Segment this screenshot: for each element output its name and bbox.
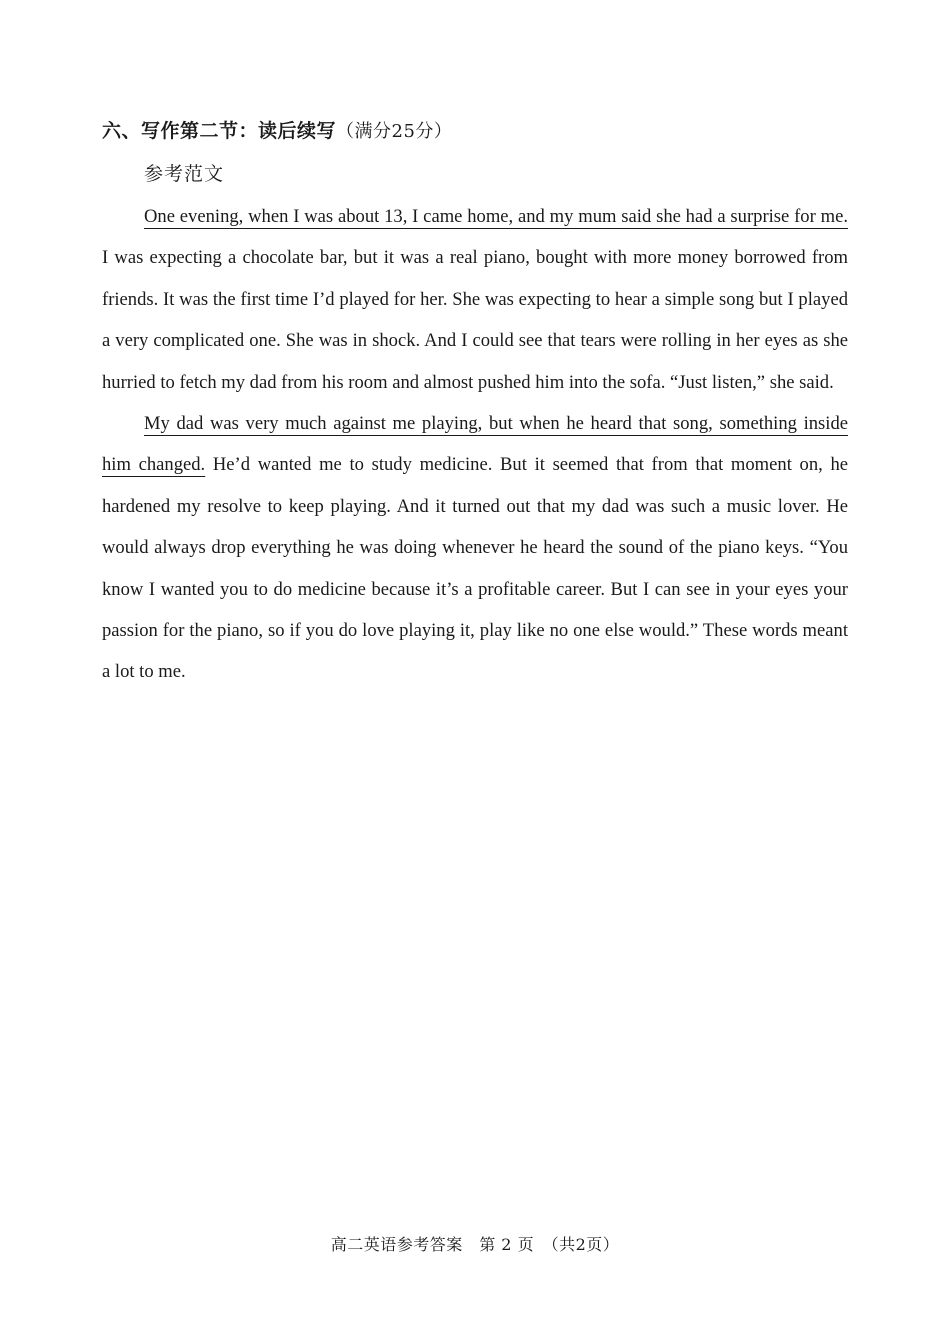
section-title: 六、写作第二节：读后续写 xyxy=(102,120,337,142)
given-opening-sentence-1: One evening, when I was about 13, I came home, and my mum said she had a surprise for me. xyxy=(144,206,848,227)
model-essay xyxy=(102,196,848,693)
page-footer: 高二英语参考答案 第 2 页 （共2页） xyxy=(330,1235,620,1254)
model-essay-label: 参考范文 xyxy=(144,163,225,185)
score-note: （满分25分） xyxy=(336,121,453,142)
paragraph-2-body: He’d wanted me to study medicine. But it seemed that from that moment on, he hardened my resolve to keep playing. And it turned out that my dad was such a music lover. He would always drop everything he was doing whenever he heard the sound of the piano keys. “You know I wanted you to do medicine because it’s a profitable career. But I can see in your eyes your passion for the piano, so if you do love playing it, play like no one else would.” These words meant a lot to me. xyxy=(102,454,848,683)
section-heading xyxy=(102,116,452,143)
essay-paragraph-2 xyxy=(102,403,848,693)
essay-paragraph-1 xyxy=(102,196,848,403)
paragraph-1-body: I was expecting a chocolate bar, but it was a real piano, bought with more money borrowed from friends. It was the first time I’d played for her. She was expecting to hear a simple song but I played a very complicated one. She was in shock. And I could see that tears were rolling in her eyes as she hurried to fetch my dad from his room and almost pushed him into the sofa. “Just listen,” she said. xyxy=(102,247,848,393)
given-opening-sentence-2: My dad was very much against me playing, but when he heard that song, something inside him changed. xyxy=(102,413,848,476)
